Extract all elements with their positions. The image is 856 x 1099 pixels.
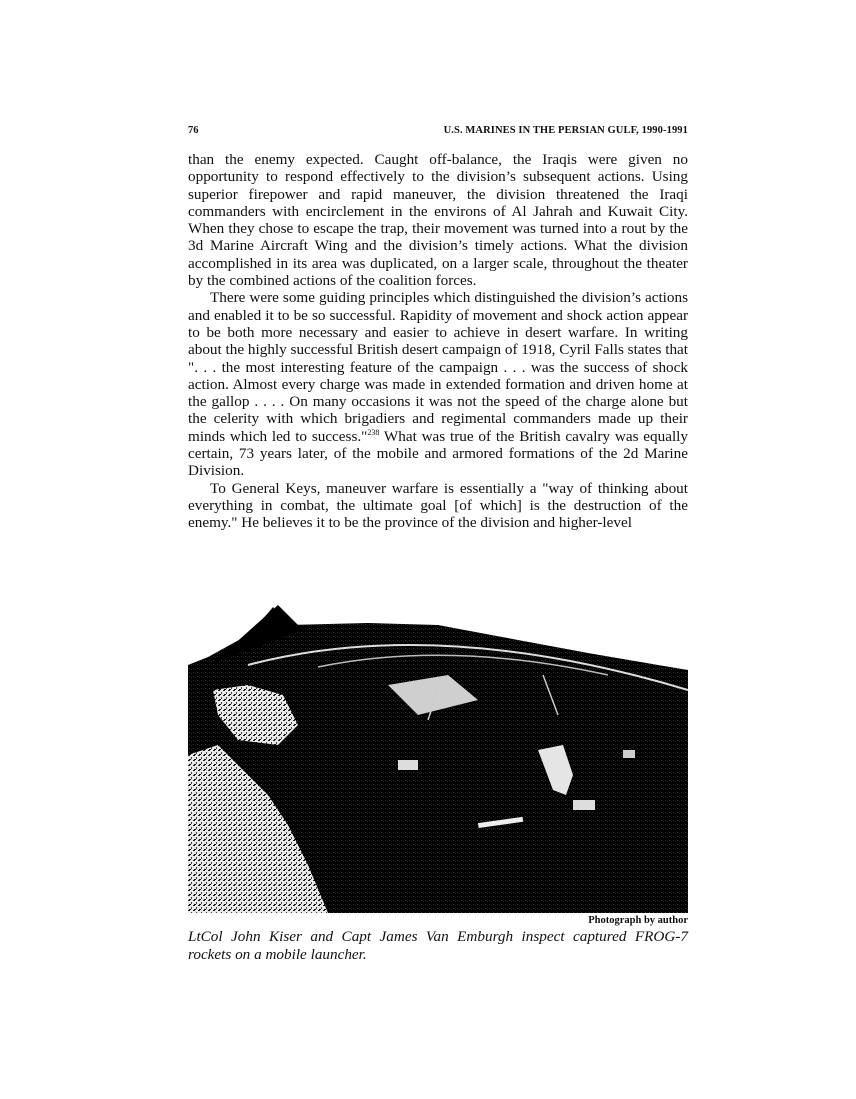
body-text <box>188 151 688 532</box>
paragraph-text: There were some guiding principles which distinguished the division’s actions and enabled it to be so successful. Rapidity of movement and shock action appear to be both more necessary and easier to achieve in desert warfare. In writing about the highly successful British desert campaign of 1918, Cyril Falls states that ". . . the most interesting feature of the campaign . . . was the success of shock action. Almost every charge was made in extended formation and driven home at the gallop . . . . On many occasions it was not the speed of the charge alone but the celerity with which brigadiers and regimental commanders made up their minds which led to success." <box>188 289 688 445</box>
footnote-reference: 238 <box>367 427 380 437</box>
photo-credit: Photograph by author <box>588 915 688 926</box>
page-number: 76 <box>188 125 199 136</box>
figure-caption: LtCol John Kiser and Capt James Van Emburgh inspect captured FROG-7 rockets on a mobile launcher. <box>188 928 688 963</box>
running-header <box>188 125 688 139</box>
paragraph-text: What was true of the British cavalry was equally certain, 73 years later, of the mobile and armored formations of the 2d Marine Division. <box>188 427 688 480</box>
paragraph: than the enemy expected. Caught off-balance, the Iraqis were given no opportunity to respond effectively to the division’s subsequent actions. Using superior firepower and rapid maneuver, the division threatened the Iraqi commanders with encirclement in the environs of Al Jahrah and Kuwait City. When they chose to escape the trap, their movement was turned into a rout by the 3d Marine Aircraft Wing and the division’s timely actions. What the division accomplished in its area was duplicated, on a larger scale, throughout the theater by the combined actions of the coalition forces. <box>188 151 688 290</box>
paragraph: To General Keys, maneuver warfare is essentially a "way of thinking about everything in combat, the ultimate goal [of which] is the destruction of the enemy." He believes it to be the province of the division and higher-level <box>188 479 688 532</box>
photograph <box>188 595 688 913</box>
running-title: U.S. MARINES IN THE PERSIAN GULF, 1990-1991 <box>443 125 688 136</box>
paragraph <box>188 289 688 479</box>
